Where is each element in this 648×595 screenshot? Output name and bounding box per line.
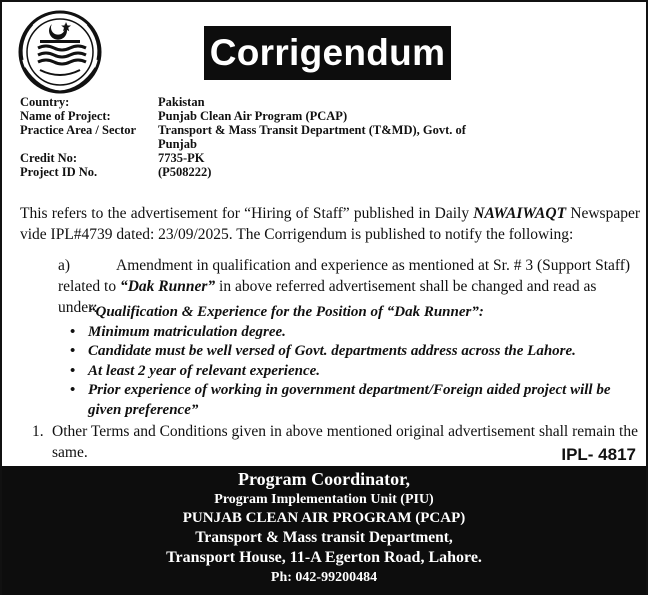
detail-row-project-id — [20, 165, 518, 179]
footer-designation: Program Coordinator, — [238, 469, 410, 489]
amendment-label: a) — [58, 257, 71, 274]
amendment-text-end: in above referred advertisement shall be changed and read as under: — [58, 278, 597, 316]
footer-phone: Ph: 042-99200484 — [270, 570, 378, 585]
contact-footer — [2, 466, 646, 595]
list-item: • Minimum matriculation degree. — [70, 323, 630, 343]
qualification-list — [70, 323, 630, 421]
detail-value: Transport & Mass Transit Department (T&MD), Govt. of Punjab — [158, 123, 466, 151]
newspaper-name: NAWAIWAQT — [473, 205, 567, 222]
qualification-heading: “Qualification & Experience for the Position of “Dak Runner”: — [88, 304, 484, 320]
footer-department: Transport & Mass transit Department, — [195, 529, 453, 546]
detail-value: Punjab Clean Air Program (PCAP) — [158, 109, 348, 123]
terms-number: 1. — [32, 423, 44, 440]
detail-label: Practice Area / Sector — [20, 123, 137, 137]
detail-row-country — [20, 95, 518, 109]
detail-label: Country: — [20, 95, 70, 109]
post-name: “Dak Runner” — [119, 278, 216, 295]
list-item: • At least 2 year of relevant experience. — [70, 362, 630, 382]
qualification-section — [70, 303, 630, 420]
detail-value: 7735-PK — [158, 151, 205, 165]
footer-address: Transport House, 11-A Egerton Road, Lahore. — [166, 549, 482, 566]
intro-text: This refers to the advertisement for “Hiring of Staff” published in Daily — [20, 205, 474, 222]
terms-text: Other Terms and Conditions given in above mentioned original advertisement shall remain the same. — [52, 423, 638, 461]
list-item: • Candidate must be well versed of Govt. departments address across the Lahore. — [70, 342, 630, 362]
list-item: • Prior experience of working in government department/Foreign aided project will be given preference” — [70, 381, 630, 420]
intro-text-end: Newspaper vide IPL#4739 dated: 23/09/2025. The Corrigendum is published to notify the following: — [20, 205, 640, 243]
detail-value: Pakistan — [158, 95, 205, 109]
project-details — [20, 95, 518, 179]
amendment-text: Amendment in qualification and experience as mentioned at Sr. # 3 (Support Staff) — [116, 257, 631, 274]
punjab-government-logo — [14, 10, 106, 94]
detail-label: Project ID No. — [20, 165, 98, 179]
detail-row-sector — [20, 123, 518, 151]
amendment-line-1 — [58, 255, 638, 276]
detail-row-credit — [20, 151, 518, 165]
detail-value: (P508222) — [158, 165, 212, 179]
ipl-number: IPL- 4817 — [561, 445, 636, 464]
footer-unit: Program Implementation Unit (PIU) — [214, 492, 434, 507]
detail-label: Name of Project: — [20, 109, 111, 123]
corrigendum-title: Corrigendum — [204, 26, 451, 80]
detail-row-project-name — [20, 109, 518, 123]
footer-program: PUNJAB CLEAN AIR PROGRAM (PCAP) — [182, 510, 466, 526]
amendment-text-start: related to — [58, 278, 120, 295]
detail-label: Credit No: — [20, 151, 78, 165]
intro-paragraph — [20, 203, 640, 245]
